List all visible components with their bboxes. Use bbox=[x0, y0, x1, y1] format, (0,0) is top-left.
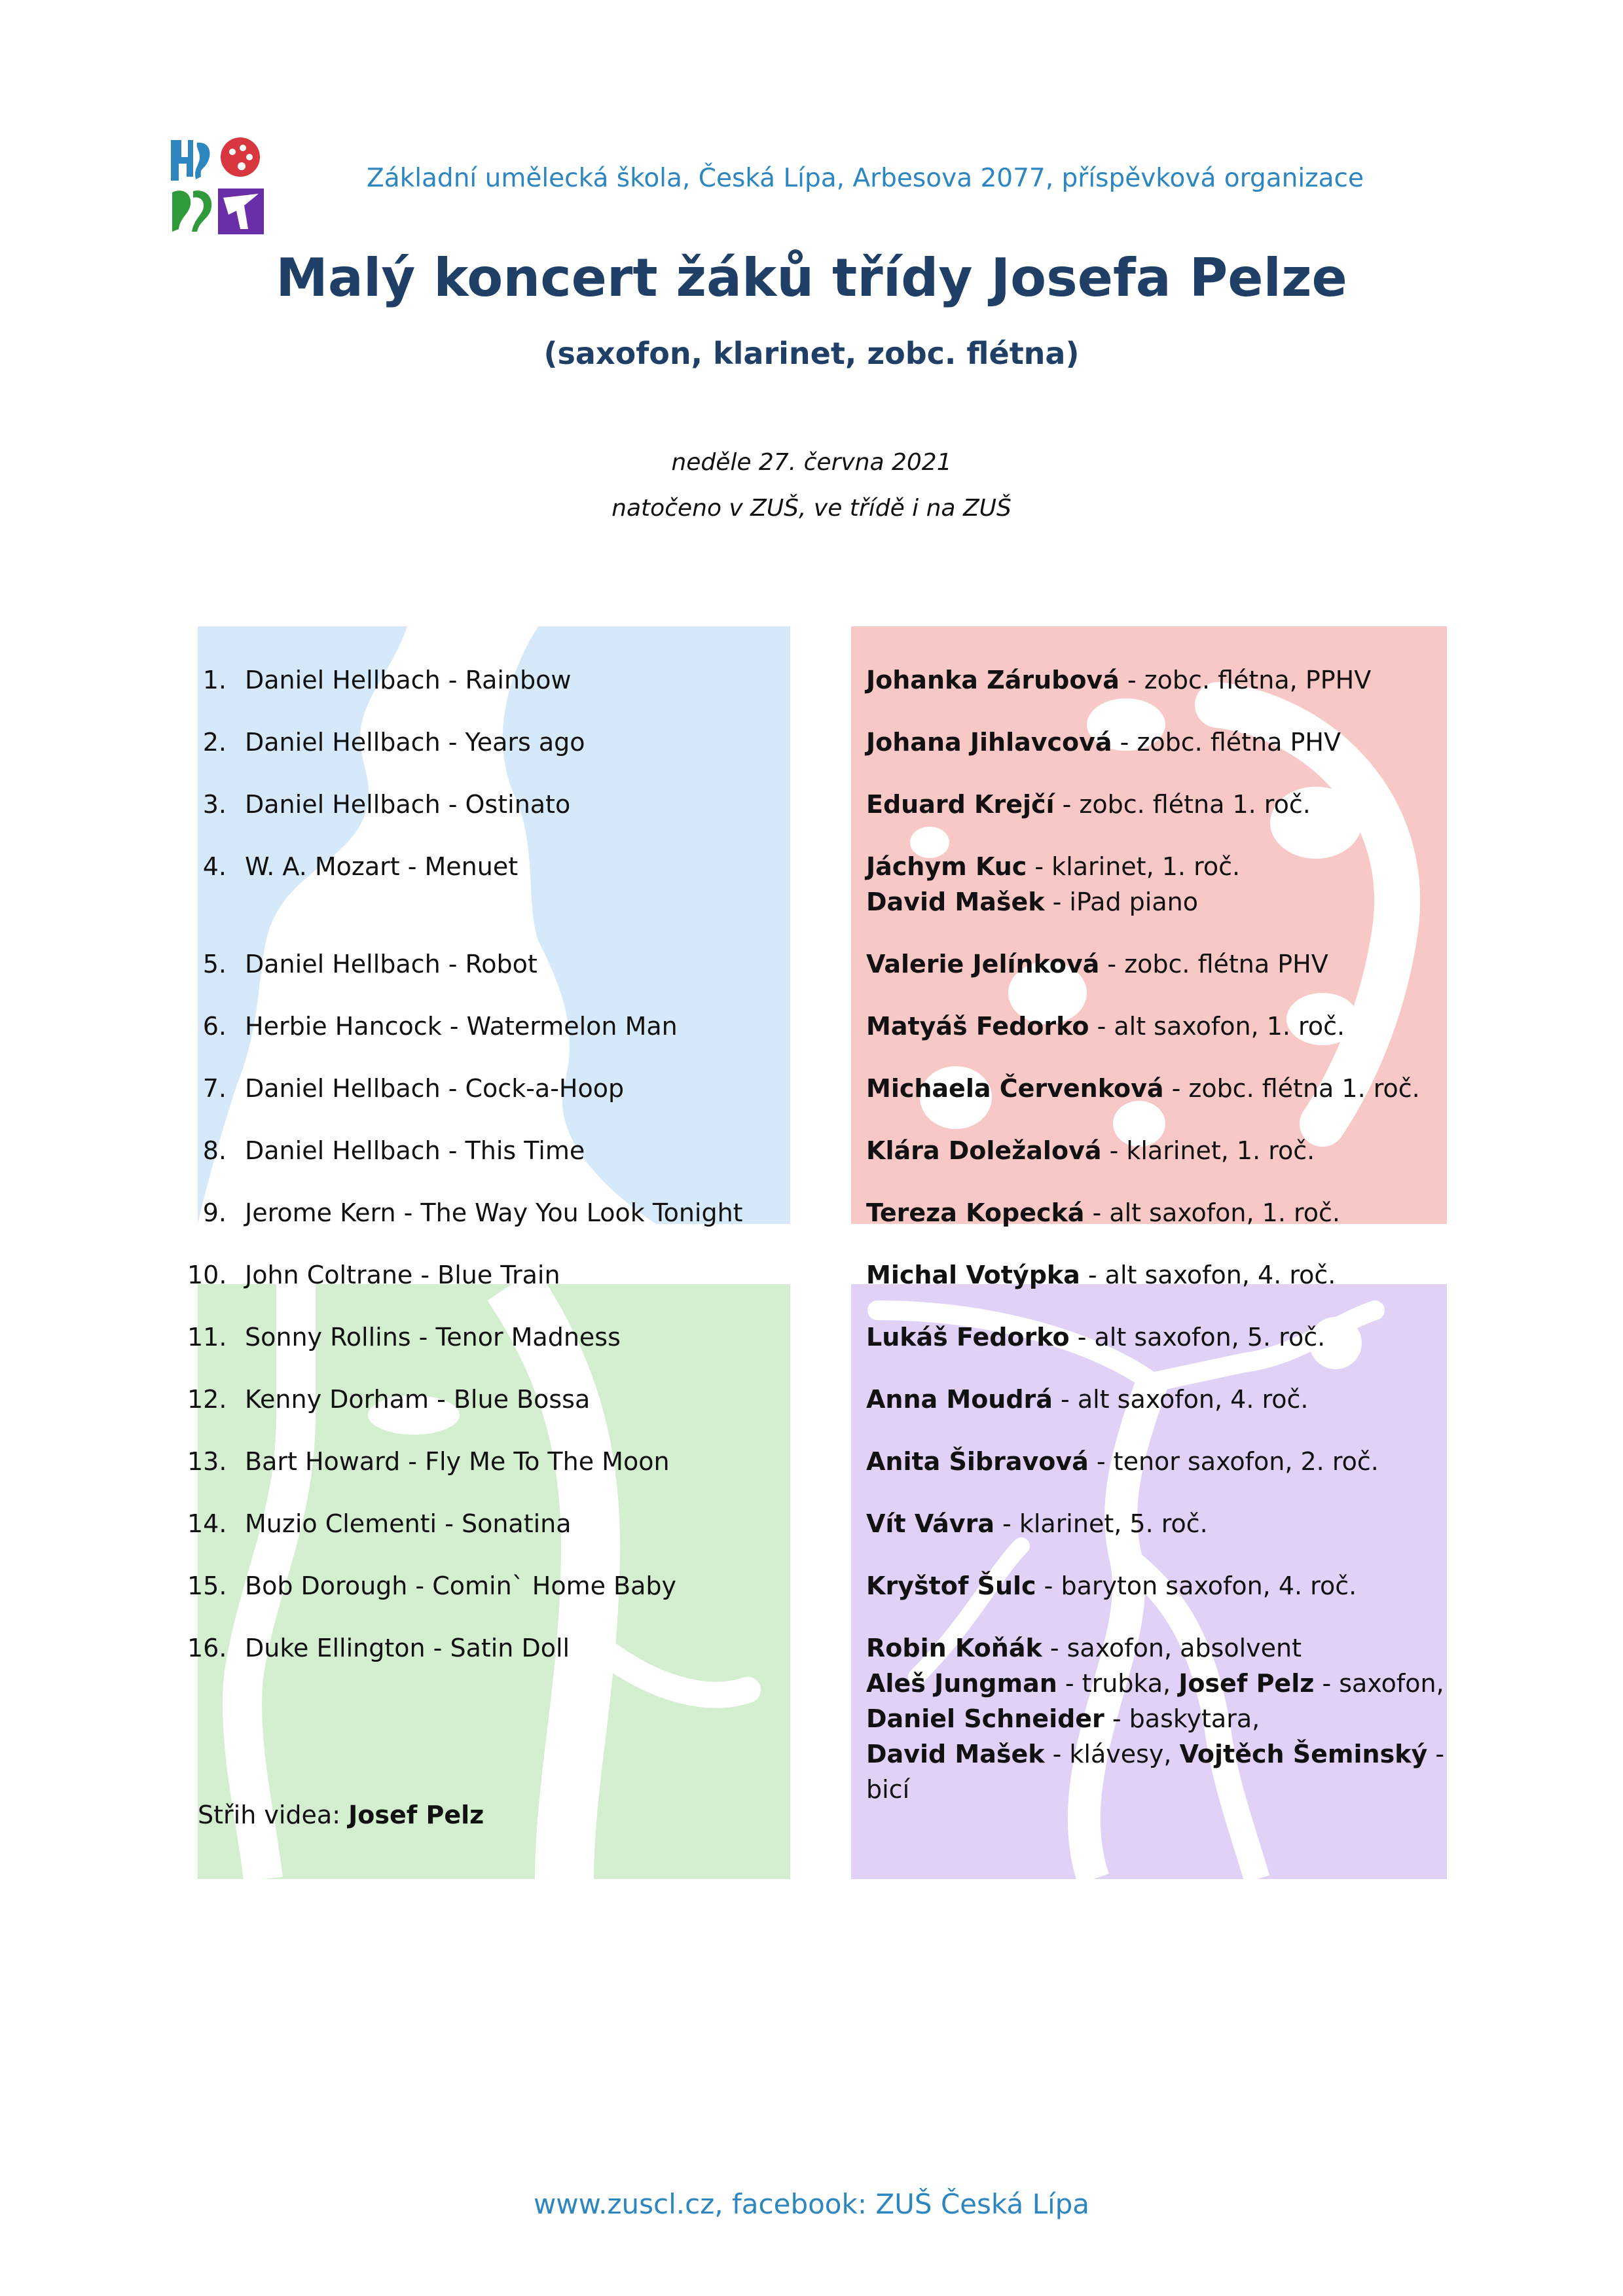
performer-detail: - zobc. flétna PHV bbox=[1099, 950, 1328, 978]
performer-name: Daniel Schneider bbox=[866, 1704, 1104, 1733]
program-item-performers bbox=[866, 1568, 1455, 1604]
performer-line bbox=[866, 1133, 1455, 1168]
program-item-performers bbox=[866, 1382, 1455, 1417]
program-item-number: 4. bbox=[202, 852, 227, 881]
video-editor-credit bbox=[198, 1801, 484, 1829]
performer-detail: - alt saxofon, 4. roč. bbox=[1080, 1261, 1336, 1289]
performer-line bbox=[866, 1195, 1455, 1230]
program-item-piece: Bob Dorough - Comin` Home Baby bbox=[245, 1571, 677, 1600]
program-item-number: 2. bbox=[202, 728, 227, 757]
performer-detail: - alt saxofon, 5. roč. bbox=[1069, 1323, 1326, 1352]
performer-detail: - zobc. flétna PHV bbox=[1112, 728, 1341, 757]
performer-name: Anna Moudrá bbox=[866, 1385, 1053, 1414]
performer-line bbox=[866, 1701, 1455, 1736]
performer-name: Klára Doležalová bbox=[866, 1136, 1102, 1165]
performer-detail: - zobc. flétna 1. roč. bbox=[1054, 790, 1311, 819]
program-item-performers bbox=[866, 946, 1455, 982]
concert-date: neděle 27. června 2021 bbox=[671, 449, 952, 476]
performer-name: Matyáš Fedorko bbox=[866, 1012, 1089, 1041]
program-item-piece: Duke Ellington - Satin Doll bbox=[245, 1634, 570, 1662]
performer-line bbox=[866, 1009, 1455, 1044]
performer-name: Johanka Zárubová bbox=[866, 666, 1120, 694]
performer-name: Valerie Jelínková bbox=[866, 950, 1100, 978]
performer-line bbox=[866, 1736, 1455, 1807]
performer-detail: - bicí bbox=[866, 1740, 1445, 1804]
program-item-piece: Daniel Hellbach - This Time bbox=[245, 1136, 585, 1165]
program-item-number: 9. bbox=[202, 1198, 227, 1227]
performer-line bbox=[866, 1382, 1455, 1417]
performer-detail: - alt saxofon, 1. roč. bbox=[1089, 1012, 1345, 1041]
performer-name: David Mašek bbox=[866, 888, 1045, 916]
program-item-piece: John Coltrane - Blue Train bbox=[245, 1261, 560, 1289]
performer-line bbox=[866, 1568, 1455, 1604]
performer-name: David Mašek bbox=[866, 1740, 1045, 1768]
performer-detail: - klávesy, bbox=[1044, 1740, 1180, 1768]
program-item-piece: Herbie Hancock - Watermelon Man bbox=[245, 1012, 678, 1041]
program-item-performers bbox=[866, 1506, 1455, 1541]
performer-detail: - tenor saxofon, 2. roč. bbox=[1088, 1447, 1379, 1476]
performer-name: Jáchym Kuc bbox=[866, 852, 1027, 881]
performer-line bbox=[866, 787, 1455, 822]
performer-line bbox=[866, 1630, 1455, 1666]
page-title: Malý koncert žáků třídy Josefa Pelze bbox=[276, 247, 1347, 308]
performer-name: Robin Koňák bbox=[866, 1634, 1042, 1662]
performer-detail: - baskytara, bbox=[1104, 1704, 1260, 1733]
footer-links: www.zuscl.cz, facebook: ZUŠ Česká Lípa bbox=[533, 2188, 1090, 2220]
program-item-number: 6. bbox=[202, 1012, 227, 1041]
performer-line bbox=[866, 1071, 1455, 1106]
performer-line bbox=[866, 1257, 1455, 1293]
performer-name: Anita Šibravová bbox=[866, 1447, 1089, 1476]
performer-line bbox=[866, 725, 1455, 760]
performer-detail: - baryton saxofon, 4. roč. bbox=[1036, 1571, 1357, 1600]
performer-name: Vít Vávra bbox=[866, 1509, 994, 1538]
program-item-piece: Daniel Hellbach - Years ago bbox=[245, 728, 585, 757]
program-item-piece: Kenny Dorham - Blue Bossa bbox=[245, 1385, 591, 1414]
performer-detail: - saxofon, bbox=[1314, 1669, 1444, 1698]
program-item-performers bbox=[866, 1630, 1455, 1807]
performer-detail: - alt saxofon, 4. roč. bbox=[1052, 1385, 1309, 1414]
program-item-performers bbox=[866, 1071, 1455, 1106]
performer-name: Michaela Červenková bbox=[866, 1074, 1164, 1103]
program-item-number: 12. bbox=[187, 1385, 227, 1414]
program-item-performers bbox=[866, 662, 1455, 698]
editor-label: Střih videa: bbox=[198, 1801, 349, 1829]
program-item-performers bbox=[866, 1133, 1455, 1168]
performer-line bbox=[866, 1444, 1455, 1479]
program-item-number: 5. bbox=[202, 950, 227, 978]
program-item-performers bbox=[866, 725, 1455, 760]
program-item-performers bbox=[866, 1195, 1455, 1230]
program-item-number: 14. bbox=[187, 1509, 227, 1538]
performer-detail: - zobc. flétna, PPHV bbox=[1119, 666, 1372, 694]
performer-line bbox=[866, 884, 1455, 920]
performer-detail: - klarinet, 1. roč. bbox=[1027, 852, 1241, 881]
program-item-number: 15. bbox=[187, 1571, 227, 1600]
performer-line bbox=[866, 1506, 1455, 1541]
performer-detail: - zobc. flétna 1. roč. bbox=[1163, 1074, 1420, 1103]
program-item-piece: Daniel Hellbach - Ostinato bbox=[245, 790, 571, 819]
program-item-number: 11. bbox=[187, 1323, 227, 1352]
page-subtitle: (saxofon, klarinet, zobc. flétna) bbox=[543, 336, 1080, 371]
performer-line bbox=[866, 1319, 1455, 1355]
performer-line bbox=[866, 1666, 1455, 1701]
program-item-piece: Sonny Rollins - Tenor Madness bbox=[245, 1323, 621, 1352]
program-item-performers bbox=[866, 1009, 1455, 1044]
program-item-number: 16. bbox=[187, 1634, 227, 1662]
performer-detail: - alt saxofon, 1. roč. bbox=[1084, 1198, 1341, 1227]
editor-name: Josef Pelz bbox=[348, 1801, 484, 1829]
performer-name: Vojtěch Šeminský bbox=[1179, 1740, 1428, 1768]
program-item-performers bbox=[866, 1444, 1455, 1479]
performer-detail: - saxofon, absolvent bbox=[1042, 1634, 1302, 1662]
performer-name: Kryštof Šulc bbox=[866, 1571, 1036, 1600]
program-item-piece: Daniel Hellbach - Robot bbox=[245, 950, 538, 978]
program-item-piece: Jerome Kern - The Way You Look Tonight bbox=[245, 1198, 743, 1227]
program-item-number: 1. bbox=[202, 666, 227, 694]
program-item-piece: W. A. Mozart - Menuet bbox=[245, 852, 519, 881]
performer-line bbox=[866, 662, 1455, 698]
program-item-performers bbox=[866, 1319, 1455, 1355]
school-name: Základní umělecká škola, Česká Lípa, Arbesova 2077, příspěvková organizace bbox=[367, 164, 1364, 193]
performer-detail: - klarinet, 1. roč. bbox=[1101, 1136, 1315, 1165]
concert-place: natočeno v ZUŠ, ve třídě i na ZUŠ bbox=[611, 495, 1012, 522]
program-item-piece: Daniel Hellbach - Rainbow bbox=[245, 666, 572, 694]
program-item-number: 8. bbox=[202, 1136, 227, 1165]
program-item-number: 3. bbox=[202, 790, 227, 819]
performer-name: Johana Jihlavcová bbox=[866, 728, 1112, 757]
program-item-performers bbox=[866, 849, 1455, 920]
performer-name: Tereza Kopecká bbox=[866, 1198, 1085, 1227]
program-item-number: 13. bbox=[187, 1447, 227, 1476]
performer-name: Lukáš Fedorko bbox=[866, 1323, 1070, 1352]
performer-line bbox=[866, 849, 1455, 884]
program-item-piece: Daniel Hellbach - Cock-a-Hoop bbox=[245, 1074, 625, 1103]
program-item-performers bbox=[866, 1257, 1455, 1293]
program-item-piece: Muzio Clementi - Sonatina bbox=[245, 1509, 572, 1538]
performer-detail: - klarinet, 5. roč. bbox=[994, 1509, 1208, 1538]
program-item-performers bbox=[866, 787, 1455, 822]
performer-name: Aleš Jungman bbox=[866, 1669, 1057, 1698]
performer-detail: - trubka, bbox=[1057, 1669, 1179, 1698]
performer-detail: - iPad piano bbox=[1044, 888, 1198, 916]
program-item-piece: Bart Howard - Fly Me To The Moon bbox=[245, 1447, 670, 1476]
performer-name: Josef Pelz bbox=[1178, 1669, 1315, 1698]
performer-name: Michal Votýpka bbox=[866, 1261, 1080, 1289]
program-item-number: 7. bbox=[202, 1074, 227, 1103]
performer-line bbox=[866, 946, 1455, 982]
performer-name: Eduard Krejčí bbox=[866, 790, 1055, 819]
program-item-number: 10. bbox=[187, 1261, 227, 1289]
